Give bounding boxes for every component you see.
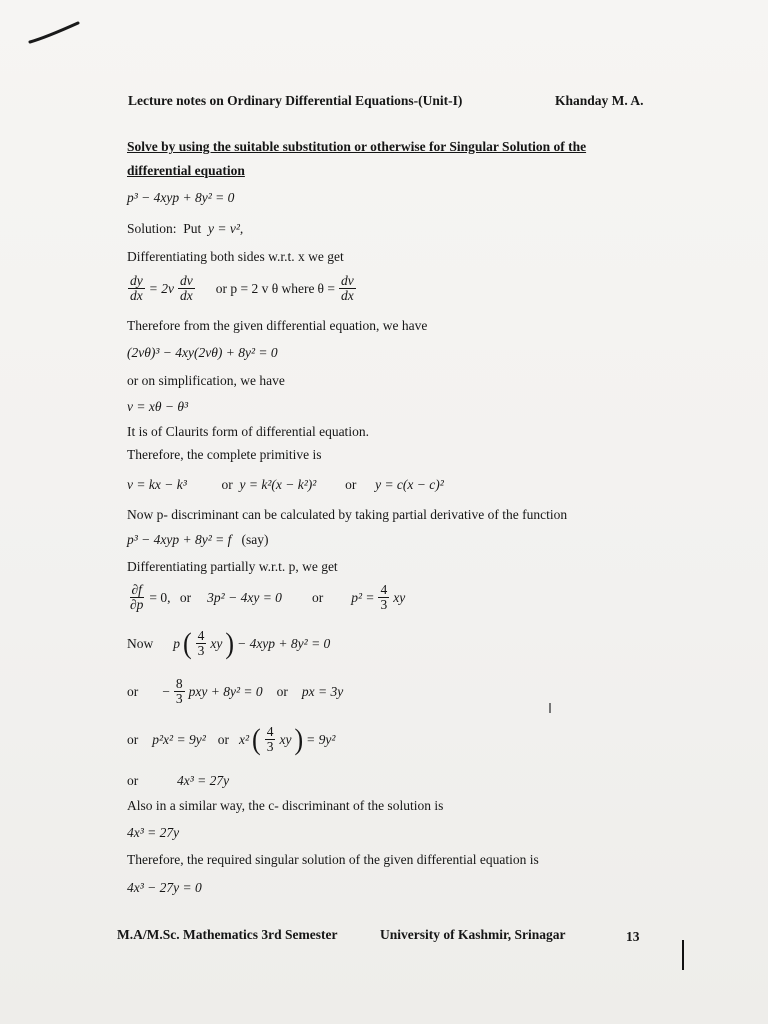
partial-derivative-equation: $\frac{\partial f}{\partial p}$ = 0, or 3p² − 4xy = 0 or p² = $\frac{4}{3}$ xy — [130, 582, 406, 613]
v-equation: v = xθ − θ³ — [127, 399, 189, 414]
eight-thirds-equation: or − $\frac{8}{3}$ pxy + 8y² = 0 or px = 3y — [127, 676, 344, 707]
now-equation: Now p ( $\frac{4}{3}$ xy ) − 4xyp + 8y² = 0 — [127, 626, 331, 660]
put-expression: y = v², — [208, 221, 244, 236]
problem-heading-line1: Solve by using the suitable substitution or otherwise for Singular Solution of the — [127, 139, 587, 154]
partial-diff-line: Differentiating partially w.r.t. p, we get — [127, 559, 338, 574]
simplification-line: or on simplification, we have — [127, 373, 285, 388]
margin-line-mark — [682, 940, 684, 970]
final-equation: 4x³ − 27y = 0 — [127, 880, 202, 895]
solution-label: Solution: — [127, 221, 177, 236]
derivative-equation: $\frac{dy}{dx}$ = 2v $\frac{dv}{dx}$ or p = 2 v θ where θ = $\frac{dv}{dx}$ — [130, 273, 354, 304]
problem-heading-line2: differential equation — [127, 163, 245, 178]
header-title: Lecture notes on Ordinary Differential Equations-(Unit-I) — [128, 93, 463, 108]
differentiating-line: Differentiating both sides w.r.t. x we get — [127, 249, 344, 264]
dv-dx-fraction: $\frac{dv}{dx}$ — [179, 273, 193, 304]
substituted-equation: (2vθ)³ − 4xy(2vθ) + 8y² = 0 — [127, 345, 278, 360]
stray-mark — [549, 703, 551, 713]
problem-equation: p³ − 4xyp + 8y² = 0 — [127, 190, 235, 205]
header-author: Khanday M. A. — [555, 93, 644, 108]
footer-course: M.A/M.Sc. Mathematics 3rd Semester — [117, 927, 338, 942]
primitive-forms: v = kx − k³ or y = k²(x − k²)² or y = c(x − c)² — [127, 477, 444, 492]
clairaut-line: It is of Claurits form of differential equation. — [127, 424, 369, 439]
function-line: p³ − 4xyp + 8y² = f (say) — [127, 532, 269, 547]
page-number: 13 — [626, 929, 640, 944]
theta-fraction: $\frac{dv}{dx}$ — [341, 273, 354, 304]
p-equals-text: or p = 2 v θ where — [215, 280, 315, 296]
pen-stroke-mark — [28, 20, 80, 46]
c-discriminant-line: Also in a similar way, the c- discriminant of the solution is — [127, 798, 444, 813]
footer-university: University of Kashmir, Srinagar — [380, 927, 566, 942]
therefore-line: Therefore from the given differential equation, we have — [127, 318, 428, 333]
complete-primitive-line: Therefore, the complete primitive is — [127, 447, 322, 462]
four-thirds-fraction: $\frac{4}{3}$ — [380, 582, 388, 613]
df-dp-fraction: $\frac{\partial f}{\partial p}$ — [130, 582, 144, 613]
p-discriminant-line: Now p- discriminant can be calculated by taking partial derivative of the function — [127, 507, 568, 522]
result-line-1: or 4x³ = 27y — [127, 773, 230, 788]
put-word: Put — [183, 221, 202, 236]
solution-put-line — [127, 221, 243, 237]
squared-equation: or p²x² = 9y² or x² ( $\frac{4}{3}$ xy ) = 9y² — [127, 722, 336, 756]
result-line-2: 4x³ = 27y — [127, 825, 180, 840]
dy-dx-fraction: $\frac{dy}{dx}$ — [130, 273, 143, 304]
required-solution-line: Therefore, the required singular solution of the given differential equation is — [127, 852, 539, 867]
